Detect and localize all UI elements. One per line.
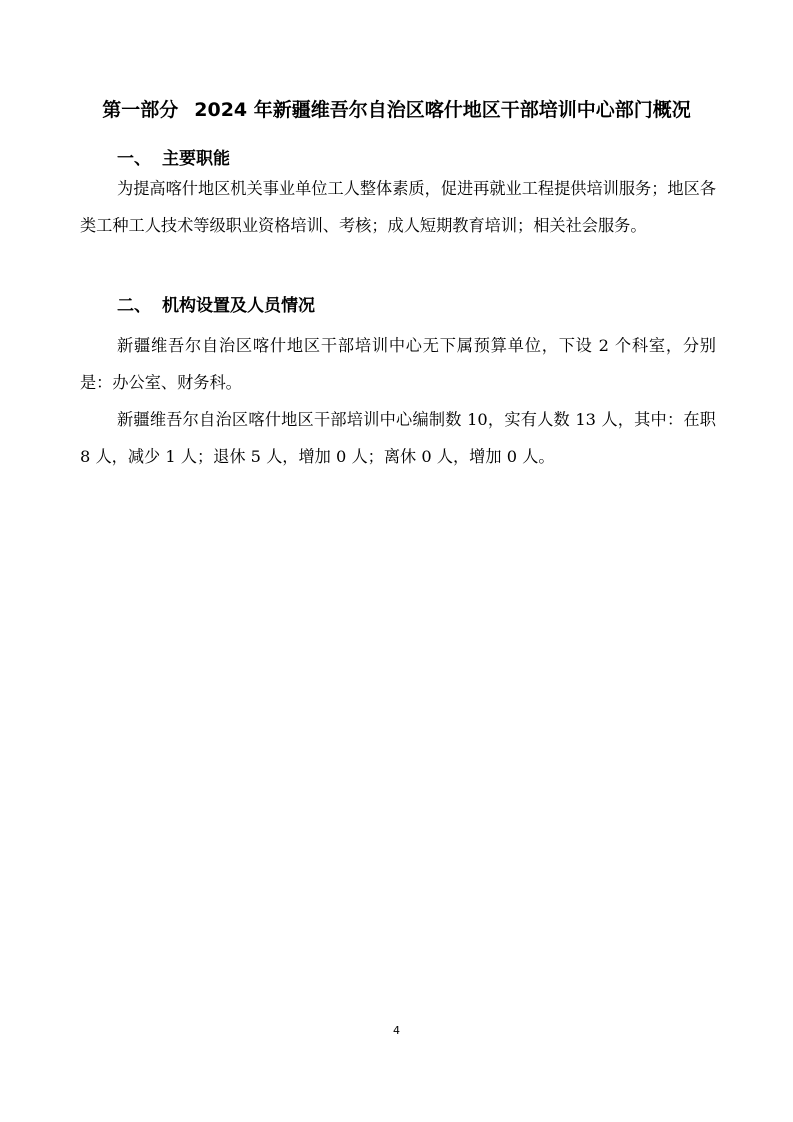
paragraph-staffing: 新疆维吾尔自治区喀什地区干部培训中心编制数 10，实有人数 13 人，其中：在职 8 人，减少 1 人；退休 5 人，增加 0 人；离休 0 人，增加 0 人。 [80,410,716,466]
paragraph-departments: 新疆维吾尔自治区喀什地区干部培训中心无下属预算单位，下设 2 个科室，分别是：办公室、财务科。 [80,336,716,392]
section-heading-text: 主要职能 [162,149,230,169]
section-heading-main-functions [117,146,230,172]
document-title [0,96,793,124]
paragraph-main-functions: 为提高喀什地区机关事业单位工人整体素质，促进再就业工程提供培训服务；地区各类工种工人技术等级职业资格培训、考核；成人短期教育培训；相关社会服务。 [80,179,716,235]
page-number: 4 [393,1024,400,1037]
title-text: 2024 年新疆维吾尔自治区喀什地区干部培训中心部门概况 [194,99,691,121]
section-number: 一、 [117,149,151,169]
section-number: 二、 [117,296,151,316]
title-part-label: 第一部分 [102,99,179,121]
section-heading-text: 机构设置及人员情况 [162,296,315,316]
section-heading-organization [117,293,315,319]
